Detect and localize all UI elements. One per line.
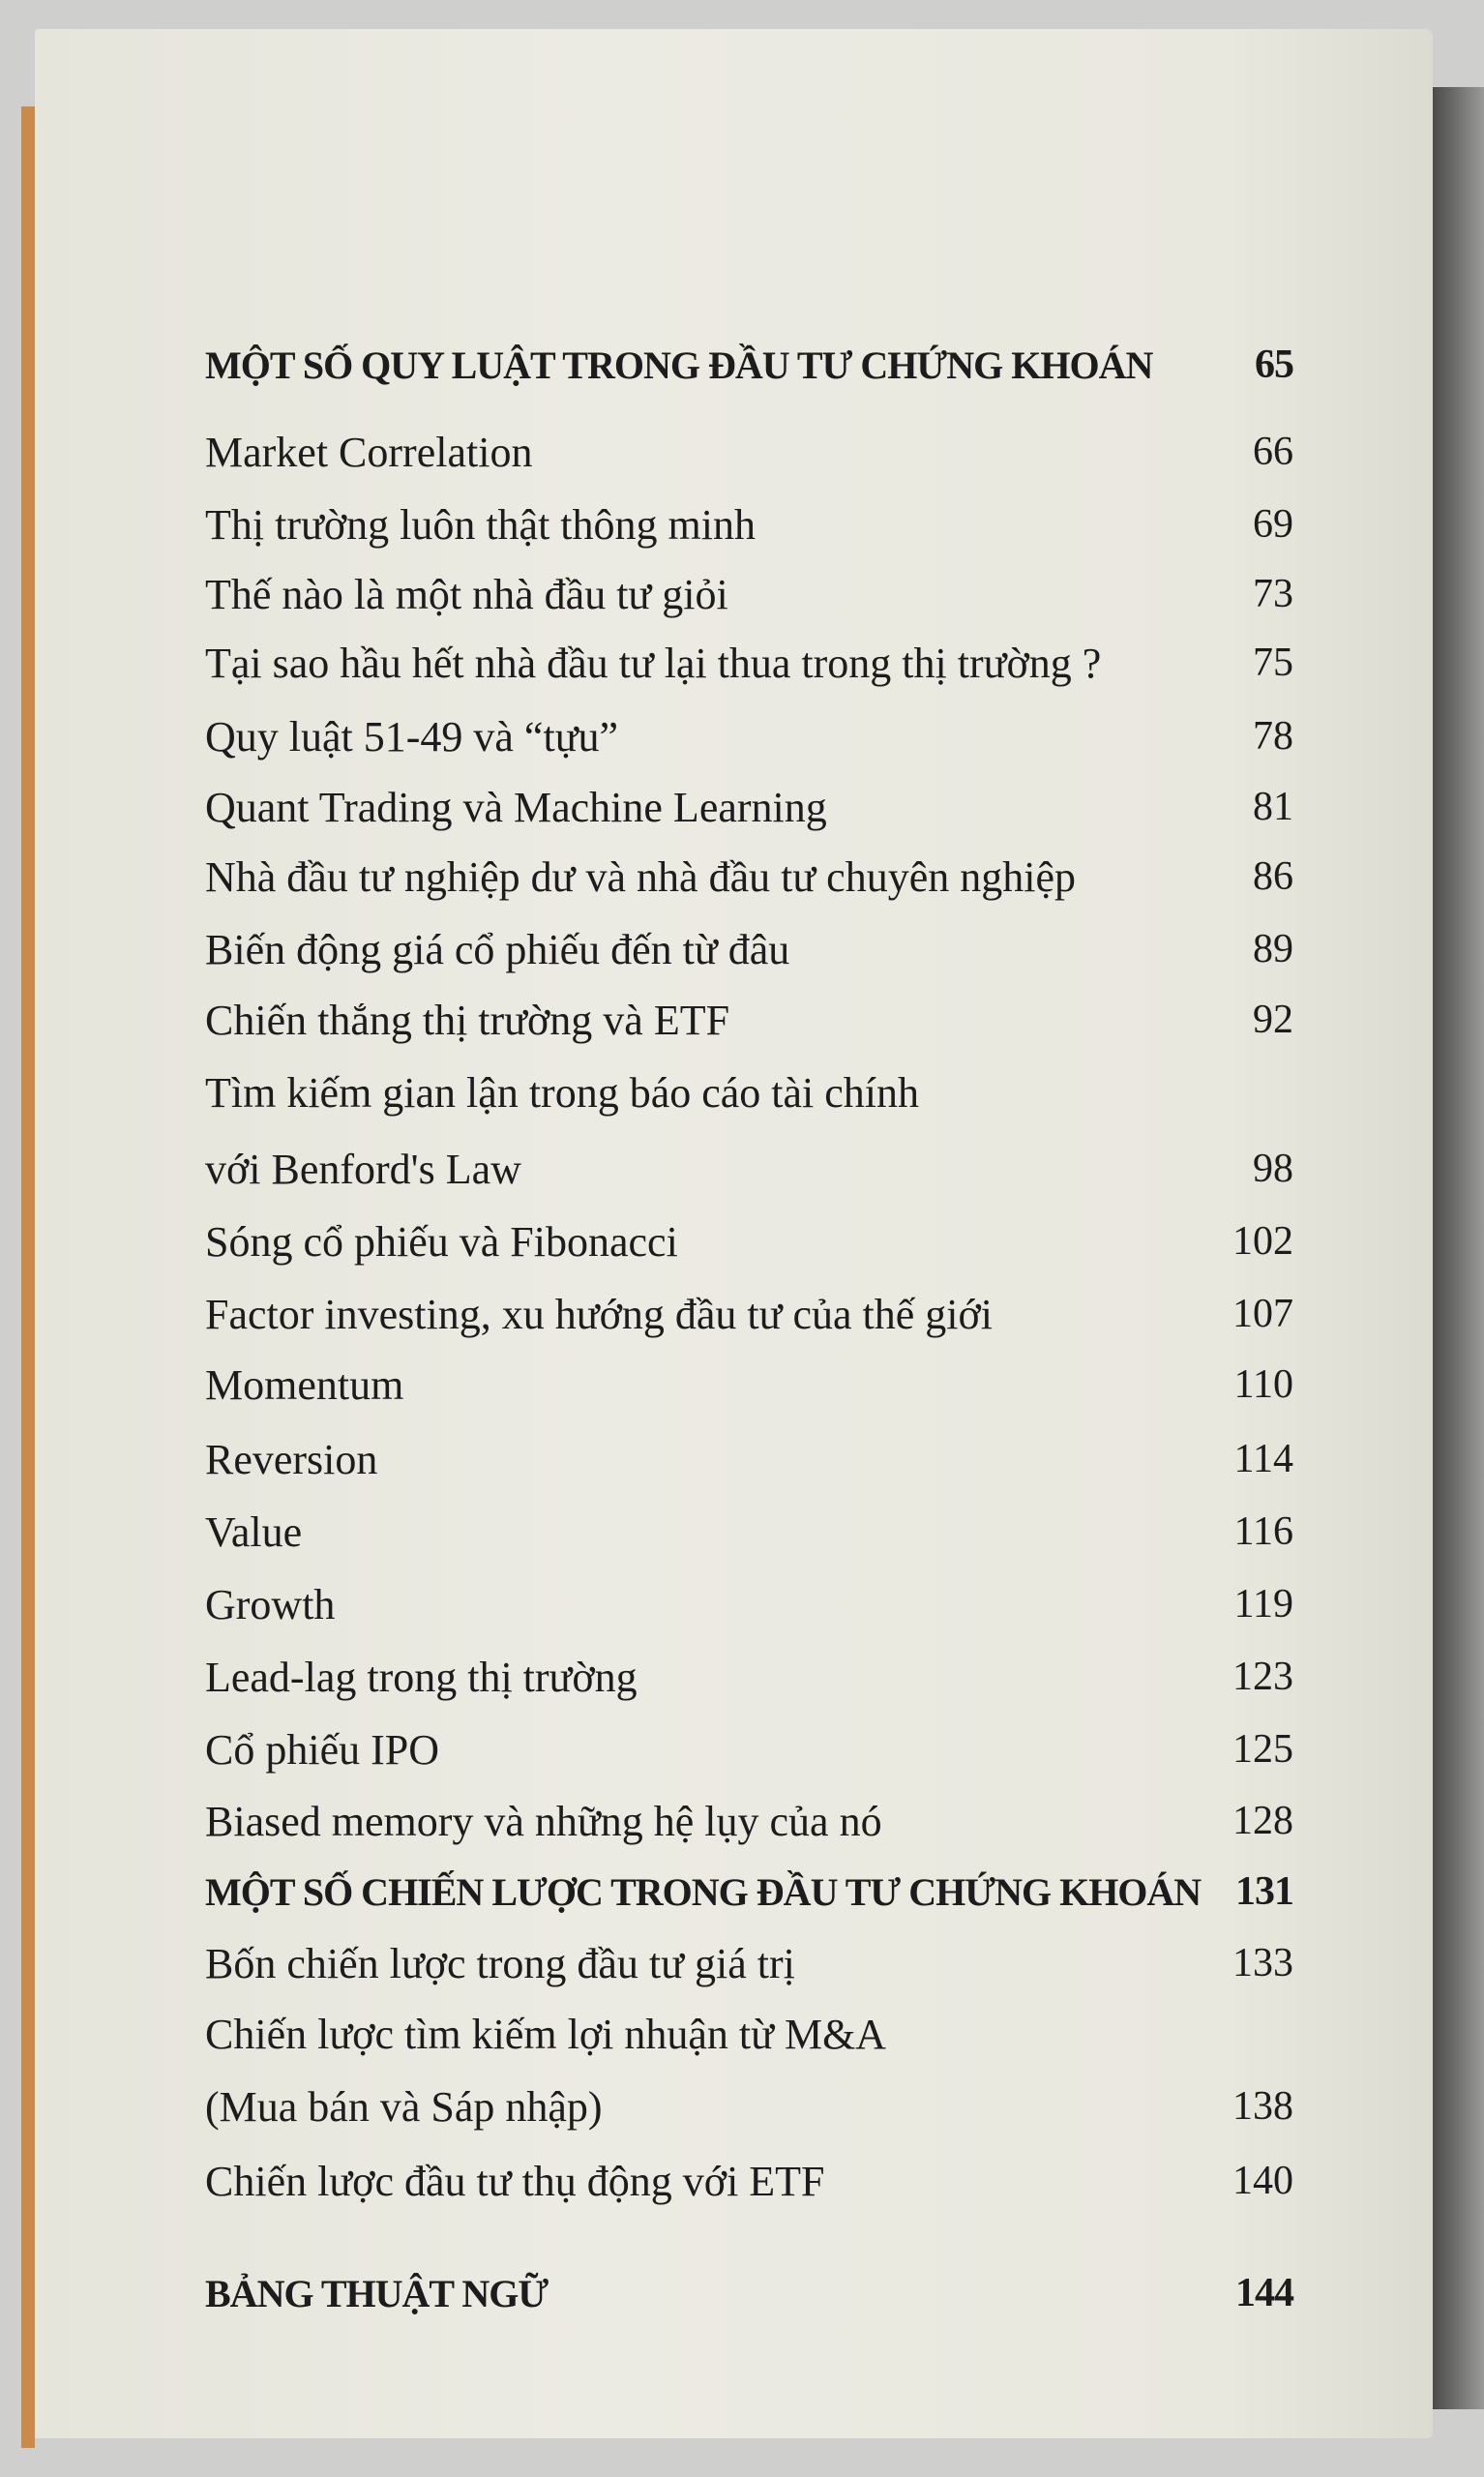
toc-entry-page: 78 xyxy=(1253,714,1293,759)
toc-entry-title: Factor investing, xu hướng đầu tư của thế giới xyxy=(205,1290,993,1338)
toc-entry xyxy=(205,848,1293,906)
toc-entry-page: 123 xyxy=(1232,1655,1293,1699)
toc-entry-title: BẢNG THUẬT NGỮ xyxy=(205,2271,549,2315)
toc-entry xyxy=(205,423,1293,481)
toc-entry-page: 92 xyxy=(1253,998,1293,1042)
toc-section-heading xyxy=(205,2264,1293,2322)
toc-entry-title: Nhà đầu tư nghiệp dư và nhà đầu tư chuyên nghiệp xyxy=(205,852,1076,901)
toc-entry xyxy=(205,1648,1293,1706)
toc-entry-page: 119 xyxy=(1233,1582,1293,1626)
toc-entry-title: Biến động giá cổ phiếu đến từ đâu xyxy=(205,925,790,973)
toc-entry xyxy=(205,2077,1293,2135)
toc-entry-page: 86 xyxy=(1253,854,1293,899)
book-spine-edge xyxy=(21,106,35,2448)
toc-entry-title: Lead-lag trong thị trường xyxy=(205,1653,638,1701)
toc-entry-title: Market Correlation xyxy=(205,428,533,476)
toc-entry-title: Biased memory và những hệ lụy của nó xyxy=(205,1797,882,1845)
toc-entry-title: Bốn chiến lược trong đầu tư giá trị xyxy=(205,1939,795,1987)
toc-entry-page: 65 xyxy=(1255,343,1293,387)
toc-entry-title: Sóng cổ phiếu và Fibonacci xyxy=(205,1217,678,1266)
toc-entry xyxy=(205,1063,1293,1121)
toc-entry-title: Chiến thắng thị trường và ETF xyxy=(205,996,730,1044)
toc-entry xyxy=(205,707,1293,765)
toc-entry-page: 69 xyxy=(1253,502,1293,547)
toc-entry-title: Quant Trading và Machine Learning xyxy=(205,783,827,831)
toc-entry xyxy=(205,2005,1293,2063)
toc-entry xyxy=(205,1792,1293,1850)
toc-entry xyxy=(205,495,1293,553)
toc-section-heading xyxy=(205,1863,1293,1921)
toc-entry-page: 107 xyxy=(1232,1292,1293,1336)
toc-entry-title: Tại sao hầu hết nhà đầu tư lại thua trong thị trường ? xyxy=(205,639,1102,687)
toc-entry-title: với Benford's Law xyxy=(205,1145,521,1193)
toc-entry xyxy=(205,1934,1293,1992)
toc-entry xyxy=(205,1285,1293,1343)
toc-entry-page: 110 xyxy=(1233,1362,1293,1407)
toc-entry-page: 138 xyxy=(1232,2084,1293,2129)
toc-entry xyxy=(205,565,1293,623)
toc-entry xyxy=(205,778,1293,836)
toc-entry-page: 144 xyxy=(1235,2271,1293,2315)
toc-entry-title: Chiến lược tìm kiếm lợi nhuận từ M&A xyxy=(205,2010,887,2058)
toc-entry xyxy=(205,1356,1293,1414)
toc-entry xyxy=(205,1720,1293,1778)
toc-entry-page: 89 xyxy=(1253,927,1293,971)
toc-entry-page: 140 xyxy=(1232,2159,1293,2203)
toc-entry xyxy=(205,991,1293,1049)
toc-entry-title: Cổ phiếu IPO xyxy=(205,1725,439,1774)
toc-entry xyxy=(205,2152,1293,2210)
toc-entry-page: 66 xyxy=(1253,430,1293,474)
toc-entry-title: MỘT SỐ QUY LUẬT TRONG ĐẦU TƯ CHỨNG KHOÁN xyxy=(205,343,1153,387)
toc-entry-page: 133 xyxy=(1232,1941,1293,1985)
toc-section-heading xyxy=(205,336,1293,394)
toc-entry-page: 102 xyxy=(1232,1219,1293,1264)
toc-entry xyxy=(205,1575,1293,1633)
toc-entry-page: 81 xyxy=(1253,785,1293,829)
toc-entry-page: 73 xyxy=(1253,572,1293,616)
toc-entry xyxy=(205,1212,1293,1270)
book-binding xyxy=(1433,87,1484,2409)
toc-entry xyxy=(205,920,1293,978)
toc-entry-title: Chiến lược đầu tư thụ động với ETF xyxy=(205,2157,825,2205)
toc-entry xyxy=(205,634,1293,692)
toc-entry-page: 98 xyxy=(1253,1147,1293,1191)
toc-entry-title: Tìm kiếm gian lận trong báo cáo tài chính xyxy=(205,1068,920,1117)
toc-entry-title: Momentum xyxy=(205,1360,404,1409)
toc-entry-title: Value xyxy=(205,1507,303,1556)
toc-entry-page: 128 xyxy=(1232,1799,1293,1843)
toc-entry-title: Reversion xyxy=(205,1435,378,1483)
toc-entry-page: 131 xyxy=(1235,1869,1293,1914)
toc-entry-page: 116 xyxy=(1233,1509,1293,1554)
toc-entry-title: MỘT SỐ CHIẾN LƯỢC TRONG ĐẦU TƯ CHỨNG KHOÁN xyxy=(205,1869,1202,1914)
toc-entry-page: 125 xyxy=(1232,1727,1293,1772)
toc-entry-title: (Mua bán và Sáp nhập) xyxy=(205,2082,603,2131)
toc-entry-page: 114 xyxy=(1233,1437,1293,1481)
toc-entry xyxy=(205,1140,1293,1198)
toc-entry-title: Quy luật 51-49 và “tựu” xyxy=(205,712,619,761)
toc-entry xyxy=(205,1430,1293,1488)
toc-entry xyxy=(205,1503,1293,1561)
toc-entry-title: Thị trường luôn thật thông minh xyxy=(205,500,756,549)
toc-entry-title: Growth xyxy=(205,1580,336,1628)
toc-entry-page: 75 xyxy=(1253,641,1293,685)
toc-entry-title: Thế nào là một nhà đầu tư giỏi xyxy=(205,570,728,618)
